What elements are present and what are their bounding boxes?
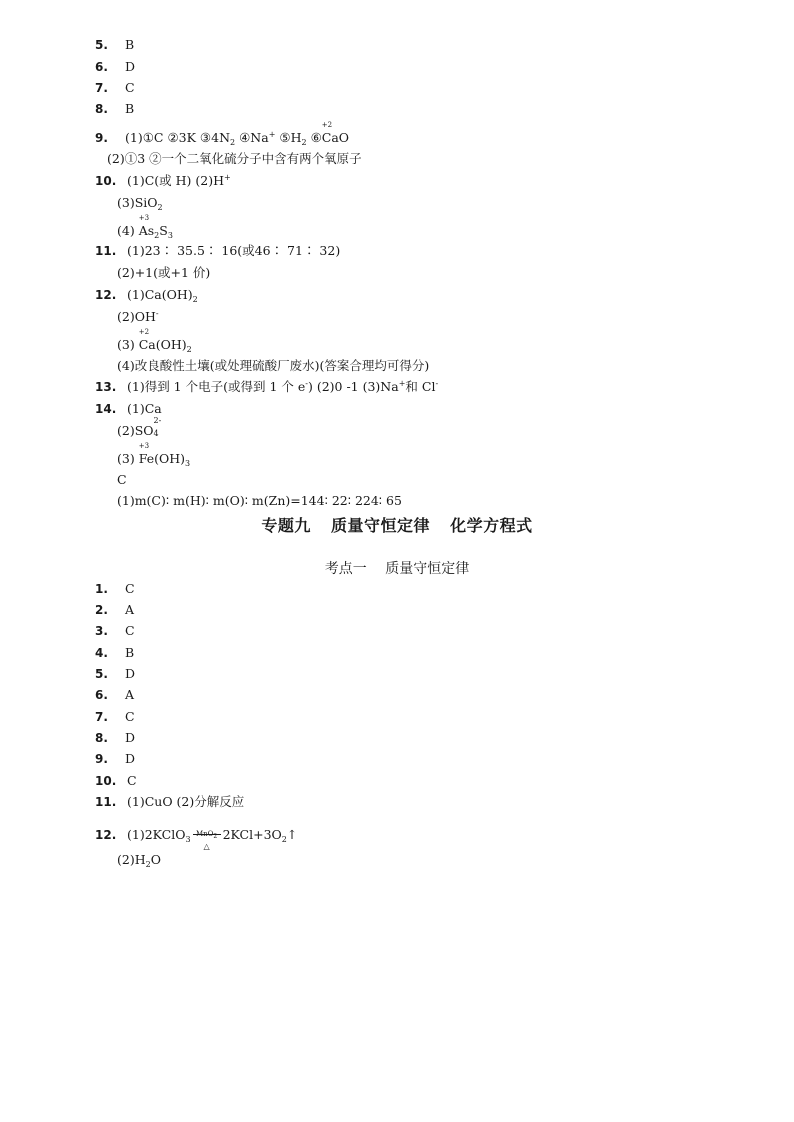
answer-subline: (2)①3 ②一个二氧化硫分子中含有两个氧原子	[107, 151, 362, 166]
answer-subline: (2)+1(或+1 价)	[117, 265, 211, 280]
answer-subline: (2)SO 2- 4	[117, 423, 164, 439]
answer-item: 1. C	[95, 581, 135, 596]
valence-formula: +3 Fe	[138, 442, 155, 466]
answer-item-14: 14. (1)Ca	[95, 401, 162, 416]
answer-item: 5. B	[95, 37, 135, 52]
section-title: 专题九 质量守恒定律 化学方程式	[261, 516, 533, 535]
answer-item-12: 12. $(1)Ca(OH)_2$	[95, 287, 198, 304]
answer-item: 5. D	[95, 666, 136, 681]
answer-subline: C	[117, 472, 127, 487]
answer-item: 2. A	[95, 602, 135, 617]
reaction-condition: MnO$_2$ △	[193, 825, 221, 847]
answer-subline: $(2)H_2O$	[117, 852, 161, 869]
answer-item: 7. C	[95, 80, 135, 95]
answer-subline: (4)改良酸性土壤(或处理硫酸厂废水)(答案合理均可得分)	[117, 358, 430, 373]
answer-subline: (2)OH-	[117, 309, 159, 324]
answer-subline: (3)SiO$_2$	[117, 195, 163, 212]
section-subtitle: 考点一 质量守恒定律	[324, 561, 470, 577]
answer-item-13: 13. (1)得到 1 个电子(或得到 1 个 e-) (2)0 -1 (3)Na+和 Cl-	[95, 379, 439, 394]
answer-item: 8. B	[95, 101, 135, 116]
answer-item-12: 12. (1)2KClO$_3$ MnO$_2$ △ $2KCl+3O_2↑$	[95, 823, 297, 847]
gas-arrow-icon: ↑	[286, 827, 298, 842]
ion-charge: 2- 4	[153, 416, 162, 438]
answer-item: 10. C	[95, 773, 137, 788]
answer-item-11: 11. (1)CuO (2)分解反应	[95, 794, 245, 809]
valence-formula: +2 Ca	[138, 328, 156, 352]
answer-item: 6. D	[95, 59, 136, 74]
answer-item: 7. C	[95, 709, 135, 724]
answer-item: 3. C	[95, 623, 135, 638]
answer-item-10: 10. (1)C(或 H) (2)H+	[95, 173, 231, 188]
answer-item: 9. D	[95, 751, 136, 766]
answer-subline: (3) +2 $Ca(OH)_2$	[117, 328, 192, 354]
answer-subline: (1)m(C)∶ m(H)∶ m(O)∶ m(Zn)=144∶ 22∶ 224∶ 65	[117, 493, 402, 508]
answer-item-9: 9. (1)①C ②3K $③4N_2$ ④Na+ $⑤H_2$ ⑥ +2 CaO	[95, 121, 350, 147]
answer-item: 8. D	[95, 730, 136, 745]
answer-subline: (4) +3 $As_2S_3$	[117, 214, 173, 240]
answer-item: 4. B	[95, 645, 135, 660]
answer-item: 6. A	[95, 687, 135, 702]
valence-formula: +2 CaO	[321, 121, 350, 145]
answer-item-11: 11. (1)23∶ 35.5∶ 16(或46∶ 71∶ 32)	[95, 243, 341, 258]
valence-formula: +3 As	[138, 214, 155, 238]
answer-subline: (3) +3 $Fe(OH)_3$	[117, 442, 191, 468]
